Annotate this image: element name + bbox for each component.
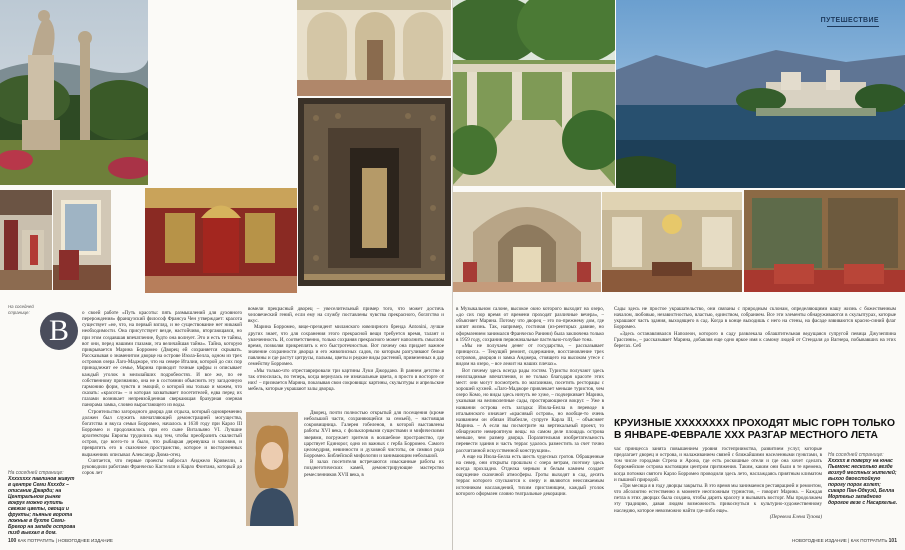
article-paragraph: «Три месяца я в году дворцы закрыты. В это время мы занимаемся реставрацией и ремонтом, что абсолютно естественно в моменте неотложным турнистов, – говорит Марина. – Каждая петла в этих дворцах была создана, чтобы дарить красоту и вызывать восторг. Мы продолжаем эту традицию, давая людям возможность прикоснуться к культурно-художественному наследию, которое невозможно найти где-либо еще». (614, 482, 822, 514)
photo-caption-right (828, 452, 898, 506)
article-column-1 (82, 310, 242, 535)
photo-portrait (246, 412, 298, 526)
photo-throne-room (145, 188, 297, 293)
article-column-2 (248, 306, 444, 410)
magazine-name-right: НОВОГОДНЕЕ ИЗДАНИЕ | КАК ПОТРАТИТЬ (792, 538, 888, 543)
photo-interior-window (53, 190, 111, 290)
article-paragraph: Вот почему здесь всегда рады гостям. Туристы получают здесь неизгладимые впечатления, и не только благодаря красоте этих мест: они могут посмотреть по магазинам, посетить ресторацы с хорошей кухней. «Лаго-Маджоре привлекает меньше туристов, чем озеро Комо, но виды здесь ничуть не хуже, – подчеркивает Марина, указывая на великолепные сады, простирающиеся вокруг. – Уже в названии острова есть загадка: Изола-Белла в переводе в итальянского означает «красивый остров», но вообще-то очень названием он обязан Изабелле, супруге Карла III, – объясняет Марина. – А если вы посмотрите на вертикальный проект, то обнаружите невероятную вещь: на самом деле площадь острова меньше, чем размер дворца. Поразительная изобретательность перевести здания и часть террас удалось разместить за счет точно рассчитанной искусственной конструкции». (456, 367, 604, 454)
article-paragraph: Строительство загородного дворца для отдыха, который одновременно должен был служить впечатляющей демонстрацией могущества, богатства и вкуса семьи Борромео, началось в 1630 году при Карло III Борромео и продолжилось при его сыне Витальяно VI. Лучшие архитекторы Европы трудились над тем, чтобы преобразить скалистый остров, где всего-то и было, что рыбацкая деревушка и часовня, и превратить его в сказочное пространство, которое и восторженных выражениях описывал Александр Дюма-отец. (82, 408, 242, 458)
photo-tapestry-room (744, 190, 905, 292)
caption-label: На соседней странице: (8, 304, 34, 315)
article-paragraph: В залах посетителя встречаются изысканные работы их позднеготических камей, демонстрирующие мастерство ремесленников XVII века, в (304, 459, 444, 478)
article-paragraph: «Мы только-что отреставрировали три картины Луки Джордано. В раннем детстве я так относилась, по теперь, когда вернулась не изначальные цвета, я просто в восторге от них! – признается Марина, показывая свои сокровища: картины, скульптуры и апрельские мебель, которые украшают залы дворца. (248, 367, 444, 393)
photo-arched-corridor (453, 192, 601, 292)
article-paragraph: час принцесса занята повышением уровня гостеприимства, развитием услуг, которые предлагает дворец и острова, и налаживанием связей с ближайшими населенными пунктами, в том числе городами Стреза и Арона, где есть роскошные отели и где она хочет сделать борромейские острова настоящим центром притяжения. Таким, каким они были в те времена, когда потомки святого Карло Борромео проводили здесь лето, наслаждаясь приятным климатом и пышной природой. (614, 446, 822, 483)
photo-lake-palace (616, 0, 905, 188)
article-column-4 (614, 306, 896, 416)
footer-right (792, 538, 897, 544)
article-paragraph: А еще на Изола-Белла есть шесть чудесных гротов. Обращенные на север, они открыты прошлым с озера ветрам, поэтому здесь всегда прохладно. Отделка черным и белым камнем создает ощущение сказочной атмосферы. Гроты выходят в сад, десять террас которого спускаются к озеру и являются неиссякаемым источником наслаждений, тихим пристанищем, каждый уголок которого оформлен словно театральные декорации. (456, 453, 604, 497)
article-paragraph: Дворец, почти полностью открытый для посещения (кроме небольшой части, сохраняющейся за семьей), – настоящая сокровищница. Галерея гобеленов, в которой выставлены работы XVI века, с фольклорными существами и мифическими зверями, погружает зрителя в волшебное пространство, где царствует Единорог, одно из важных с герба Борромео. Самого целомудрия, невинности и духовной чистоты, он символ рода Борромео. Библейской мифологии и занимающим небольшой. (304, 410, 444, 460)
article-column-4b (614, 446, 822, 536)
article-paragraph: Считается, что первые проекты набросал Анджело Кривелли, а руководили работами Франческо Кастелли и Карло Фонтана, который до сорок лет (82, 457, 242, 477)
caption-label: На соседней странице: (8, 470, 64, 476)
photo-garden-statue (0, 0, 148, 185)
article-paragraph: «Мы не получаем денег от государства, – рассказывает принцесса. – Текущий ремонт, содержание, восстановление трех островов, дворцов и замка Анджера, стоящего на высоком утесе с видом на озеро, – все лежит на наших плечах». (456, 342, 604, 368)
article-paragraph: вомели прекрасный дворец – увеселительный пример того, что может достичь человеческий гений, если ему на службу поставлены чувства прекрасного, богатство и вкус. (248, 306, 444, 325)
page-number-right: 101 (888, 538, 897, 544)
article-column-2b (304, 410, 444, 536)
photo-chandelier-room (602, 192, 742, 292)
photo-palace-hall (297, 0, 451, 96)
article-paragraph: Марина Борромео, вице-президент миланского ювелирного бренда Antonini, лучше других знает, что для сохранения этого прекрасной вещи требуется время, талант и увлеченность. И, соответственно, только сохраняя прекрасного может наполнить смыслом время, позволяя прикреплять к его быстротечностью. Вот почему она придает важное значение сохранности дворца и его живописных садов, по которым разгуливают белые павлины и где растут цитрусы, пальмы, цветы и редкие виды растений, привезенных в дар семейству Борромео. (248, 324, 444, 368)
magazine-name-left: КАК ПОТРАТИТЬ | НОВОГОДНЕЕ ИЗДАНИЕ (17, 538, 113, 543)
photo-garden-pergola (452, 0, 615, 186)
section-tag: ПУТЕШЕСТВИЕ (820, 17, 879, 24)
article-paragraph: «Здесь останавливался Наполеон, которого в саду развлекала облаштительная ведущаяся супругой певица Джузеппина Грассини», – рассказывает Марина, добавляя еще одно яркое имя к самому людей от Стендаля до Вагнера, побывавших на этих берегах. Себ (614, 330, 896, 349)
photo-caption-left-2 (8, 304, 38, 316)
caption-text: Хххххххх павлинов живут в центре Семи Кхххдх – описание Джарди; на Центральном рынке вокруг можно купить свежие цветы, овощи и фрукты; пьяные ворота ложные в бухте Семи-Брегор на западе острова пизд выехал в дом. (8, 476, 76, 536)
dropcap: В (40, 312, 78, 350)
caption-label: На соседней странице: (828, 452, 884, 458)
page-number-left: 100 (8, 538, 17, 544)
photo-museum-room (0, 190, 52, 290)
translator-credit: (Перевела Елена Тузова) (769, 513, 822, 520)
photo-caption-left (8, 470, 78, 536)
article-paragraph: Сады здесь не простое украшательство, они связаны с природным склонам, определяющими нашу жизнь с божественным началом, любовью, независтностью, властью, единством, собранием. Все эти элементы обнаруживаются в скульптурах, которые украшают часть здания, выходящего в сад. Когда в конце выходишь с него на стены, на фасаде взвиваются красно-синий флаг Борромео. (614, 306, 896, 331)
section-rule (827, 26, 879, 27)
pull-quote-headline: КРУИЗНЫЕ XXXXXXXX ПРОХОДЯТ МЫС ГОРН ТОЛЬКО В ЯНВАРЕ-ФЕВРАЛЕ XXX РАЗГАР МЕСТНОГО ЛЕТА (614, 418, 895, 441)
caption-text: Хххххх в поверху на юнас Пьемонс несколько везде возлуд местных жителей; выхоо двоестойкую порогу порог взлет; сикаро Пан-Одкуэй, Белла Мортекьо западного дорогое везе с Насархелье. (828, 458, 898, 506)
article-column-3 (456, 306, 604, 538)
footer-left (8, 538, 113, 544)
page-gutter (452, 0, 453, 550)
photo-grotto-corridor (298, 98, 451, 286)
article-paragraph: в Музыкальном салоне, высокое окно которого выходит на озеро, «до сих пор время от времени проходят различные вечера», – объясняет Марина. Потому что дворец – это по-прежнему дом, где кипит жизнь. Так, например, гостиная (из-ренторых давние, но оформлением занимался Франческо Ранини) была заключена только в 1959 году, сохранив первоначальные пастельно-голубые тона. (456, 306, 604, 343)
article-paragraph: о своей работе «Путь красоты: пять размышлений для духовного перерождения» французский философ Франсуа Чен утверждает: красота существует «не, что, на первый взгляд, и не существование нет никакой необходимости. Она присутствует везде, настойчиво, вторгающаяся, но при этом создавшая впечатление, будто она волнует. Это и есть те тайны, вот они, перед нашими глазами, эта величайшая тайна». Тайна, которую прикрывается Марина Борромео (Дворец ей сохраняется скрывать. Рассказывая о знаменитом дворце на острове Изола-Белла, одном из трех островов озера Лаго-Маджоре, что на севере Италии, которой до сих пор принадлежит ее семье, Марина приводит точные цифры и описывает каждый уголок в мельчайших подробностях. И все же, по ее собственному признанию, она не в состоянии объяснить эту загадочную гармонию форм, чувств и эмоций, о которой мы только и можем, что сказать: «красота» – и которая захватывает посетителей, едва перед их глазами возникает непревзойденная сверкающая бразурная озерная панорама замка, словно вырастающего из воды. (82, 310, 242, 409)
